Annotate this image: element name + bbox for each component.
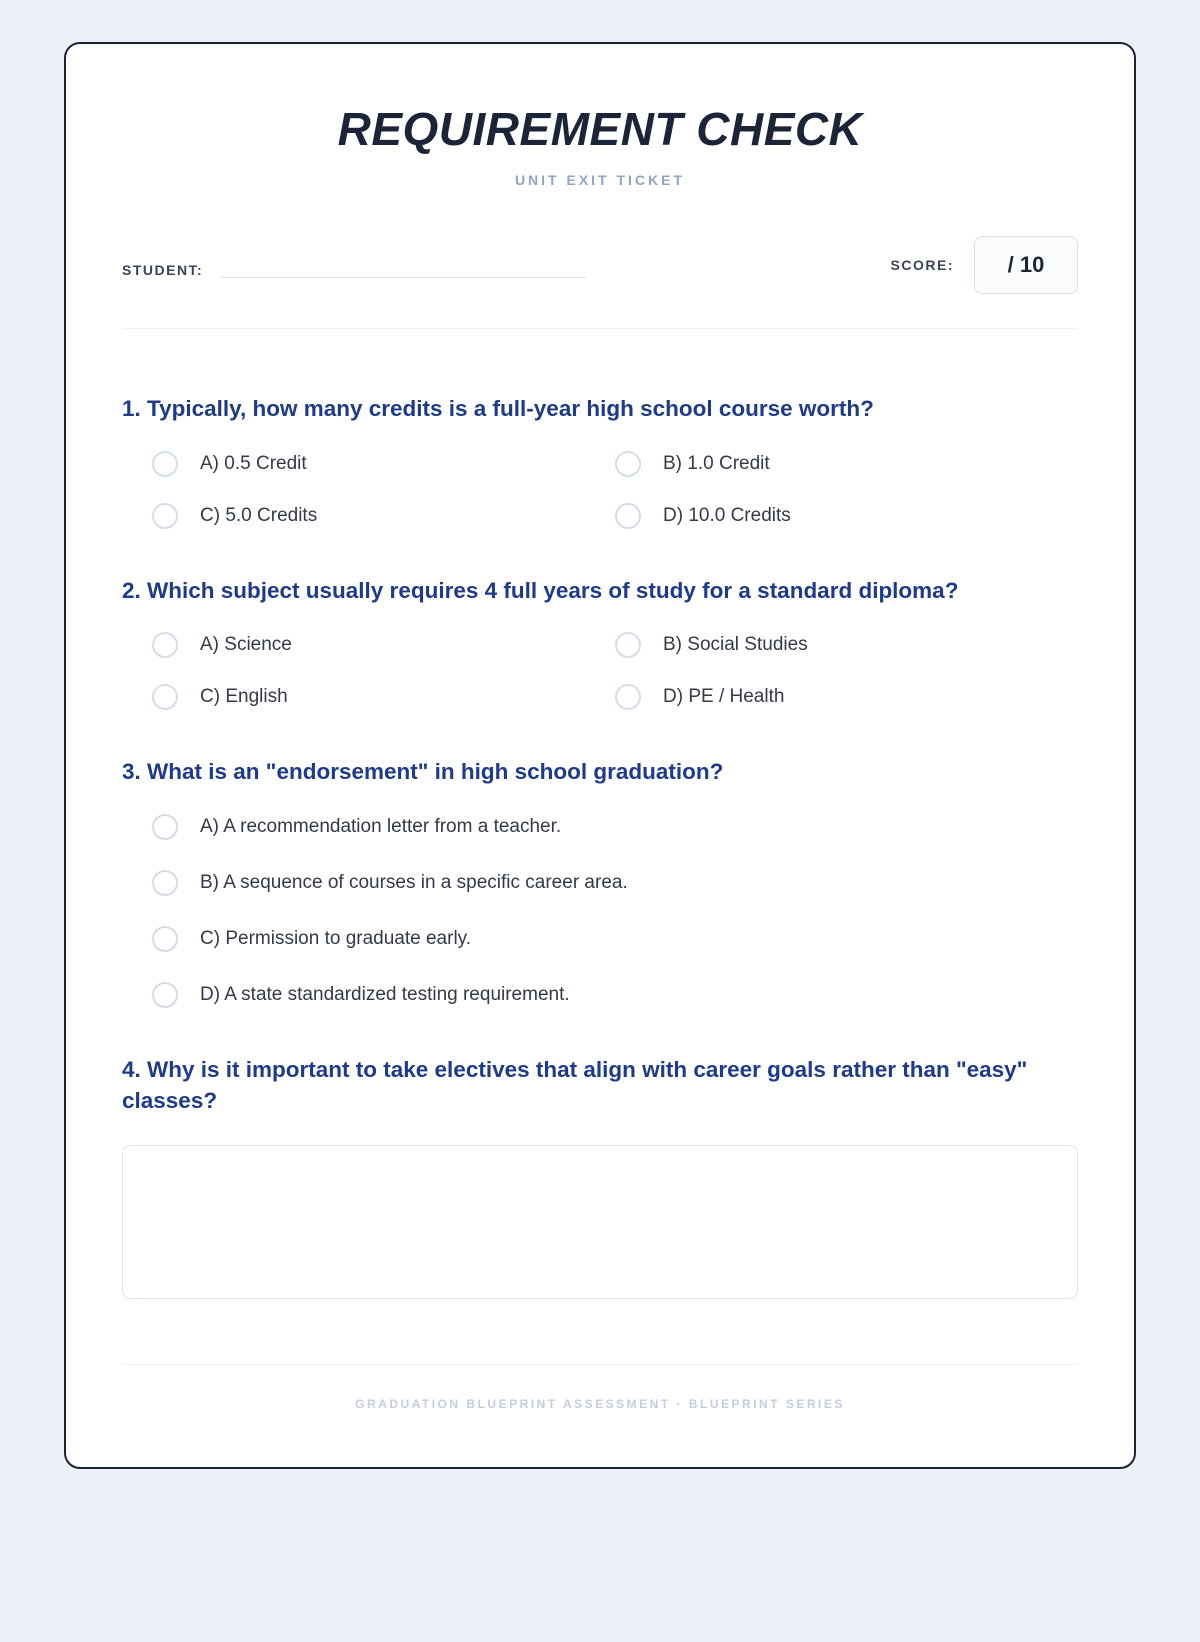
option-1d[interactable] (615, 503, 1078, 529)
option-label: D) A state standardized testing requirement. (200, 983, 570, 1005)
question-4 (122, 1054, 1078, 1304)
score-field-group (891, 236, 1078, 294)
answer-textarea[interactable] (122, 1145, 1078, 1299)
student-field-group (122, 252, 586, 278)
option-label: A) A recommendation letter from a teacher. (200, 815, 562, 837)
question-1-heading: 1. Typically, how many credits is a full-year high school course worth? (122, 396, 874, 421)
option-2c[interactable] (152, 684, 615, 710)
question-2 (122, 575, 1078, 711)
score-label: SCORE: (890, 257, 954, 273)
radio-icon[interactable] (615, 451, 641, 477)
option-label: B) Social Studies (663, 634, 808, 655)
option-3b[interactable] (152, 870, 1078, 896)
question-1 (122, 393, 1078, 529)
bottom-divider (122, 1364, 1078, 1365)
question-4-heading: 4. Why is it important to take electives that align with career goals rather than "easy" classes? (122, 1056, 1028, 1113)
option-1b[interactable] (615, 451, 1078, 477)
option-label: A) 0.5 Credit (200, 452, 307, 474)
option-label: C) 5.0 Credits (200, 504, 318, 526)
option-label: D) 10.0 Credits (663, 504, 791, 526)
option-label: B) A sequence of courses in a specific career area. (200, 871, 628, 893)
option-label: D) PE / Health (663, 686, 785, 707)
question-3 (122, 756, 1078, 1008)
page-title: REQUIREMENT CHECK (337, 103, 863, 155)
option-1c[interactable] (152, 503, 615, 529)
question-2-options (122, 632, 1078, 710)
option-2d[interactable] (615, 684, 1078, 710)
option-3a[interactable] (152, 814, 1078, 840)
page-subtitle: UNIT EXIT TICKET (514, 172, 686, 188)
option-label: C) Permission to graduate early. (200, 927, 472, 949)
option-label: B) 1.0 Credit (663, 452, 770, 474)
radio-icon[interactable] (152, 926, 178, 952)
radio-icon[interactable] (152, 632, 178, 658)
score-value: / 10 (1007, 252, 1045, 277)
student-label: STUDENT: (122, 262, 204, 278)
option-2b[interactable] (615, 632, 1078, 658)
worksheet-card (64, 42, 1136, 1469)
meta-row (122, 236, 1078, 294)
radio-icon[interactable] (615, 684, 641, 710)
option-label: C) English (200, 686, 288, 707)
score-box (974, 236, 1078, 294)
option-3c[interactable] (152, 926, 1078, 952)
radio-icon[interactable] (152, 503, 178, 529)
radio-icon[interactable] (152, 451, 178, 477)
radio-icon[interactable] (152, 982, 178, 1008)
question-3-options (122, 814, 1078, 1008)
radio-icon[interactable] (152, 684, 178, 710)
option-label: A) Science (200, 634, 292, 655)
option-3d[interactable] (152, 982, 1078, 1008)
question-3-heading: 3. What is an "endorsement" in high school graduation? (122, 759, 724, 784)
radio-icon[interactable] (615, 503, 641, 529)
option-1a[interactable] (152, 451, 615, 477)
option-2a[interactable] (152, 632, 615, 658)
top-divider (122, 328, 1078, 329)
radio-icon[interactable] (152, 814, 178, 840)
radio-icon[interactable] (152, 870, 178, 896)
question-1-options (122, 451, 1078, 529)
student-name-input[interactable] (221, 252, 586, 278)
radio-icon[interactable] (615, 632, 641, 658)
footer-text: GRADUATION BLUEPRINT ASSESSMENT · BLUEPRINT SERIES (355, 1396, 845, 1411)
question-2-heading: 2. Which subject usually requires 4 full years of study for a standard diploma? (122, 577, 959, 603)
